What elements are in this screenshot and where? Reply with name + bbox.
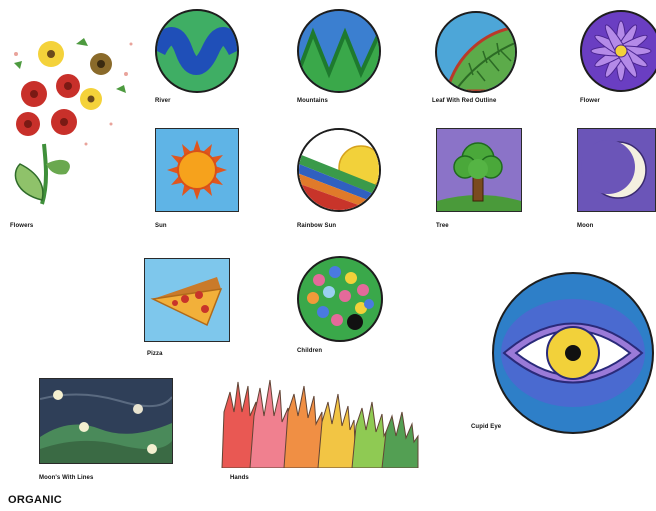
mountains-caption: Mountains (297, 98, 328, 104)
rainbow-sun-caption: Rainbow Sun (297, 223, 337, 229)
night-hills-artwork[interactable] (39, 378, 173, 464)
leaf-artwork[interactable] (435, 11, 517, 93)
cupid-eye-artwork[interactable] (492, 272, 654, 434)
mountains-artwork[interactable] (297, 9, 381, 93)
tree-artwork[interactable] (436, 128, 522, 212)
river-caption: River (155, 98, 171, 104)
hands-caption: Hands (230, 475, 249, 481)
moon-caption: Moon (577, 223, 594, 229)
children-artwork[interactable] (297, 256, 383, 342)
sun-artwork[interactable] (155, 128, 239, 212)
pizza-artwork[interactable] (144, 258, 230, 342)
hands-artwork[interactable] (218, 372, 420, 468)
river-artwork[interactable] (155, 9, 239, 93)
cupid-eye-caption: Cupid Eye (471, 424, 502, 430)
flowers-caption: Flowers (10, 223, 34, 229)
sun-caption: Sun (155, 223, 167, 229)
rainbow-sun-artwork[interactable] (297, 128, 381, 212)
leaf-caption: Leaf With Red Outline (432, 98, 497, 104)
night-hills-caption: Moon's With Lines (39, 475, 94, 481)
moon-artwork[interactable] (577, 128, 656, 212)
tree-caption: Tree (436, 223, 449, 229)
flower-artwork[interactable] (580, 10, 656, 92)
pizza-caption: Pizza (147, 351, 163, 357)
flowers-artwork[interactable] (6, 14, 142, 219)
children-caption: Children (297, 348, 323, 354)
flower-caption: Flower (580, 98, 600, 104)
section-title: ORGANIC (8, 494, 63, 506)
